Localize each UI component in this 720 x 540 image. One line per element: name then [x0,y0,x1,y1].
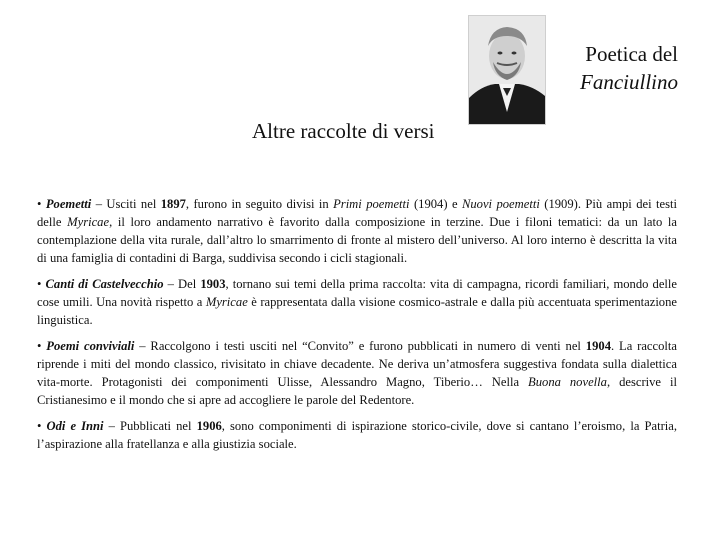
slide-title [552,40,678,96]
content-body [37,195,677,461]
text-span: è rappresentata dalla visione cosmico-astrale e dalla più accentuata sperimentazione linguistica. [37,295,677,327]
work-title: Poemi conviviali [46,339,135,353]
text-span: (1909). Più ampi dei testi delle [37,197,677,229]
bullet: • [37,339,42,353]
bullet: • [37,419,42,433]
text-span: . La raccolta riprende i miti del mondo classico, rivisitato in chiave decadente. Ne deriva un’atmosfera suggestiva fondata sulla dialettica vita-morte. Protagonisti dei componimenti Ulisse, Alessandro Magno, Tiberio… Nella [37,339,677,389]
bullet: • [37,277,42,291]
title-line-2: Fanciullino [580,70,678,94]
year: 1903 [200,277,226,291]
year: 1906 [196,419,222,433]
italic-title: Myricae [205,295,248,309]
text-span: – Pubblicati nel [103,419,197,433]
text-span: – Raccolgono i testi usciti nel “Convito” e furono pubblicati in numero di venti nel [134,339,586,353]
paragraph-poemetti [37,195,677,267]
text-span: (1904) e [409,197,462,211]
work-title: Canti di Castelvecchio [45,277,164,291]
portrait-image [469,16,545,124]
text-span: , il loro andamento narrativo è favorito dalla composizione in terzine. Due i filoni tematici: da un lato la contemplazione della vita rurale, dall’altro lo smarrimento di fronte al mistero dell’universo. Al loro interno è descritta la vita di una famiglia di contadini di Barga, suddivisa secondo i cicli stagionali. [37,215,677,265]
text-span: , furono in seguito divisi in [185,197,334,211]
author-portrait [468,15,546,125]
year: 1897 [160,197,186,211]
text-span: , tornano sui temi della prima raccolta: vita di campagna, ricordi familiari, mondo delle cose umili. Una novità rispetto a [37,277,677,309]
slide-subtitle: Altre raccolte di versi [252,119,435,143]
italic-title: Myricae [67,215,110,229]
text-span: – Del [163,277,201,291]
title-line-1: Poetica del [585,42,678,66]
italic-title: Buona novella [528,375,607,389]
text-span: , sono componimenti di ispirazione storico-civile, dove si cantano l’eroismo, la Patria, l’aspirazione alla fratellanza e alla giustizia sociale. [37,419,678,451]
text-span: – Usciti nel [91,197,161,211]
paragraph-canti [37,275,677,329]
italic-title: Primi poemetti [333,197,410,211]
work-title: Odi e Inni [46,419,104,433]
work-title: Poemetti [45,197,92,211]
text-span: , descrive il Cristianesimo e il mondo che si apre ad accogliere le parole del Redentore. [37,375,677,407]
year: 1904 [585,339,611,353]
bullet: • [37,197,42,211]
italic-title: Nuovi poemetti [461,197,540,211]
paragraph-poemi-conviviali [37,337,677,409]
paragraph-odi-e-inni [37,417,677,453]
